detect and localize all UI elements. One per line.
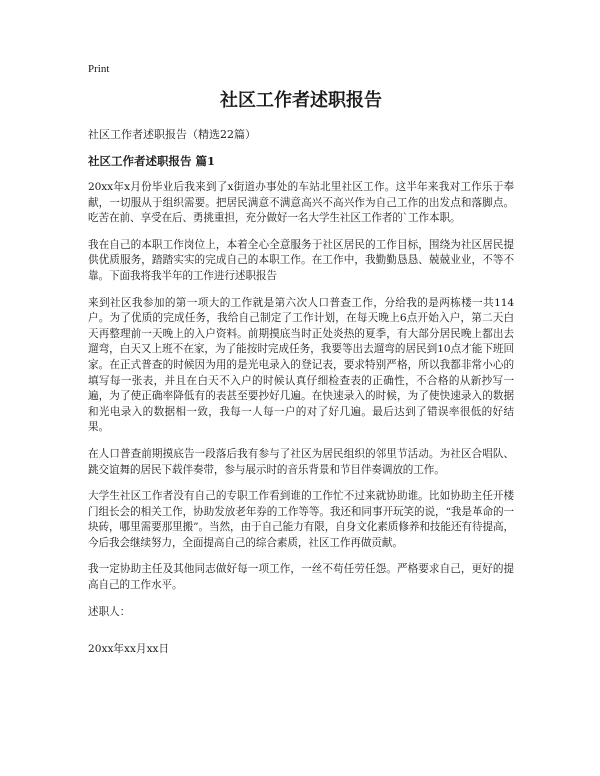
print-link[interactable]: Print	[88, 63, 110, 75]
paragraph-4: 在人口普查前期摸底告一段落后我有参与了社区为居民组织的邻里节活动。为社区合唱队、跳交谊舞的居民下载伴奏带，参与展示时的音乐背景和节目伴奏调放的工作。	[88, 447, 514, 476]
signature-label: 述职人：	[88, 605, 131, 618]
paragraph-1: 20xx年x月份毕业后我来到了x街道办事处的车站北里社区工作。这半年来我对工作乐于奉献，一切服从于组织需要。把居民满意不满意高兴不高兴作为自己工作的出发点和落脚点。吃苦在前、享受在后、勇挑重担，充分做好一名大学生社区工作者的`工作本职。	[88, 181, 514, 225]
document-page	[88, 62, 514, 657]
section-heading: 社区工作者述职报告 篇1	[88, 154, 216, 168]
paragraph-2: 我在自己的本职工作岗位上，本着全心全意服务于社区居民的工作目标，围绕为社区居民提供优质服务，踏踏实实的完成自己的本职工作。在工作中，我勤勤恳恳、兢兢业业，不等不靠。下面我将我半年的工作进行述职报告	[88, 238, 514, 282]
paragraph-5: 大学生社区工作者没有自己的专职工作看到谁的工作忙不过来就协助谁。比如协助主任开楼门组长会的相关工作，协助发放老年券的工作等等。我还和同事开玩笑的说，“我是革命的一块砖，哪里需要那里搬”。当然，由于自己能力有限，自身文化素质修养和技能还有待提高，今后我会继续努力，全面提高自己的综合素质，社区工作再做贡献。	[88, 490, 514, 549]
document-subtitle: 社区工作者述职报告（精选22篇）	[88, 128, 256, 141]
paragraph-6: 我一定协助主任及其他同志做好每一项工作，一丝不苟任劳任怨。严格要求自己，更好的提高自己的工作水平。	[88, 563, 514, 592]
report-date: 20xx年xx月xx日	[88, 642, 170, 655]
document-title: 社区工作者述职报告	[220, 90, 382, 111]
paragraph-3: 来到社区我参加的第一项大的工作就是第六次人口普查工作，分给我的是两栋楼一共114户。为了优质的完成任务，我给自己制定了工作计划，在每天晚上6点开始入户，第二天白天再整理前一天晚上的入户资料。前期摸底当时正处炎热的夏季，有大部分居民晚上都出去遛弯，白天又上班不在家，为了能按时完成任务，我要等出去遛弯的居民到10点才能下班回家。在正式普查的时候因为用的是光电录入的登记表，要求特别严格，所以我都非常小心的填写每一张表，并且在白天不入户的时候认真仔细检查表的正确性，不合格的从新抄写一遍，为了使正确率降低有的表甚至要抄好几遍。在快速录入的时候，为了使快速录入的数据和光电录入的数据相一致，我每一人每一户的对了好几遍。最后达到了错误率很低的好结果。	[88, 296, 514, 434]
